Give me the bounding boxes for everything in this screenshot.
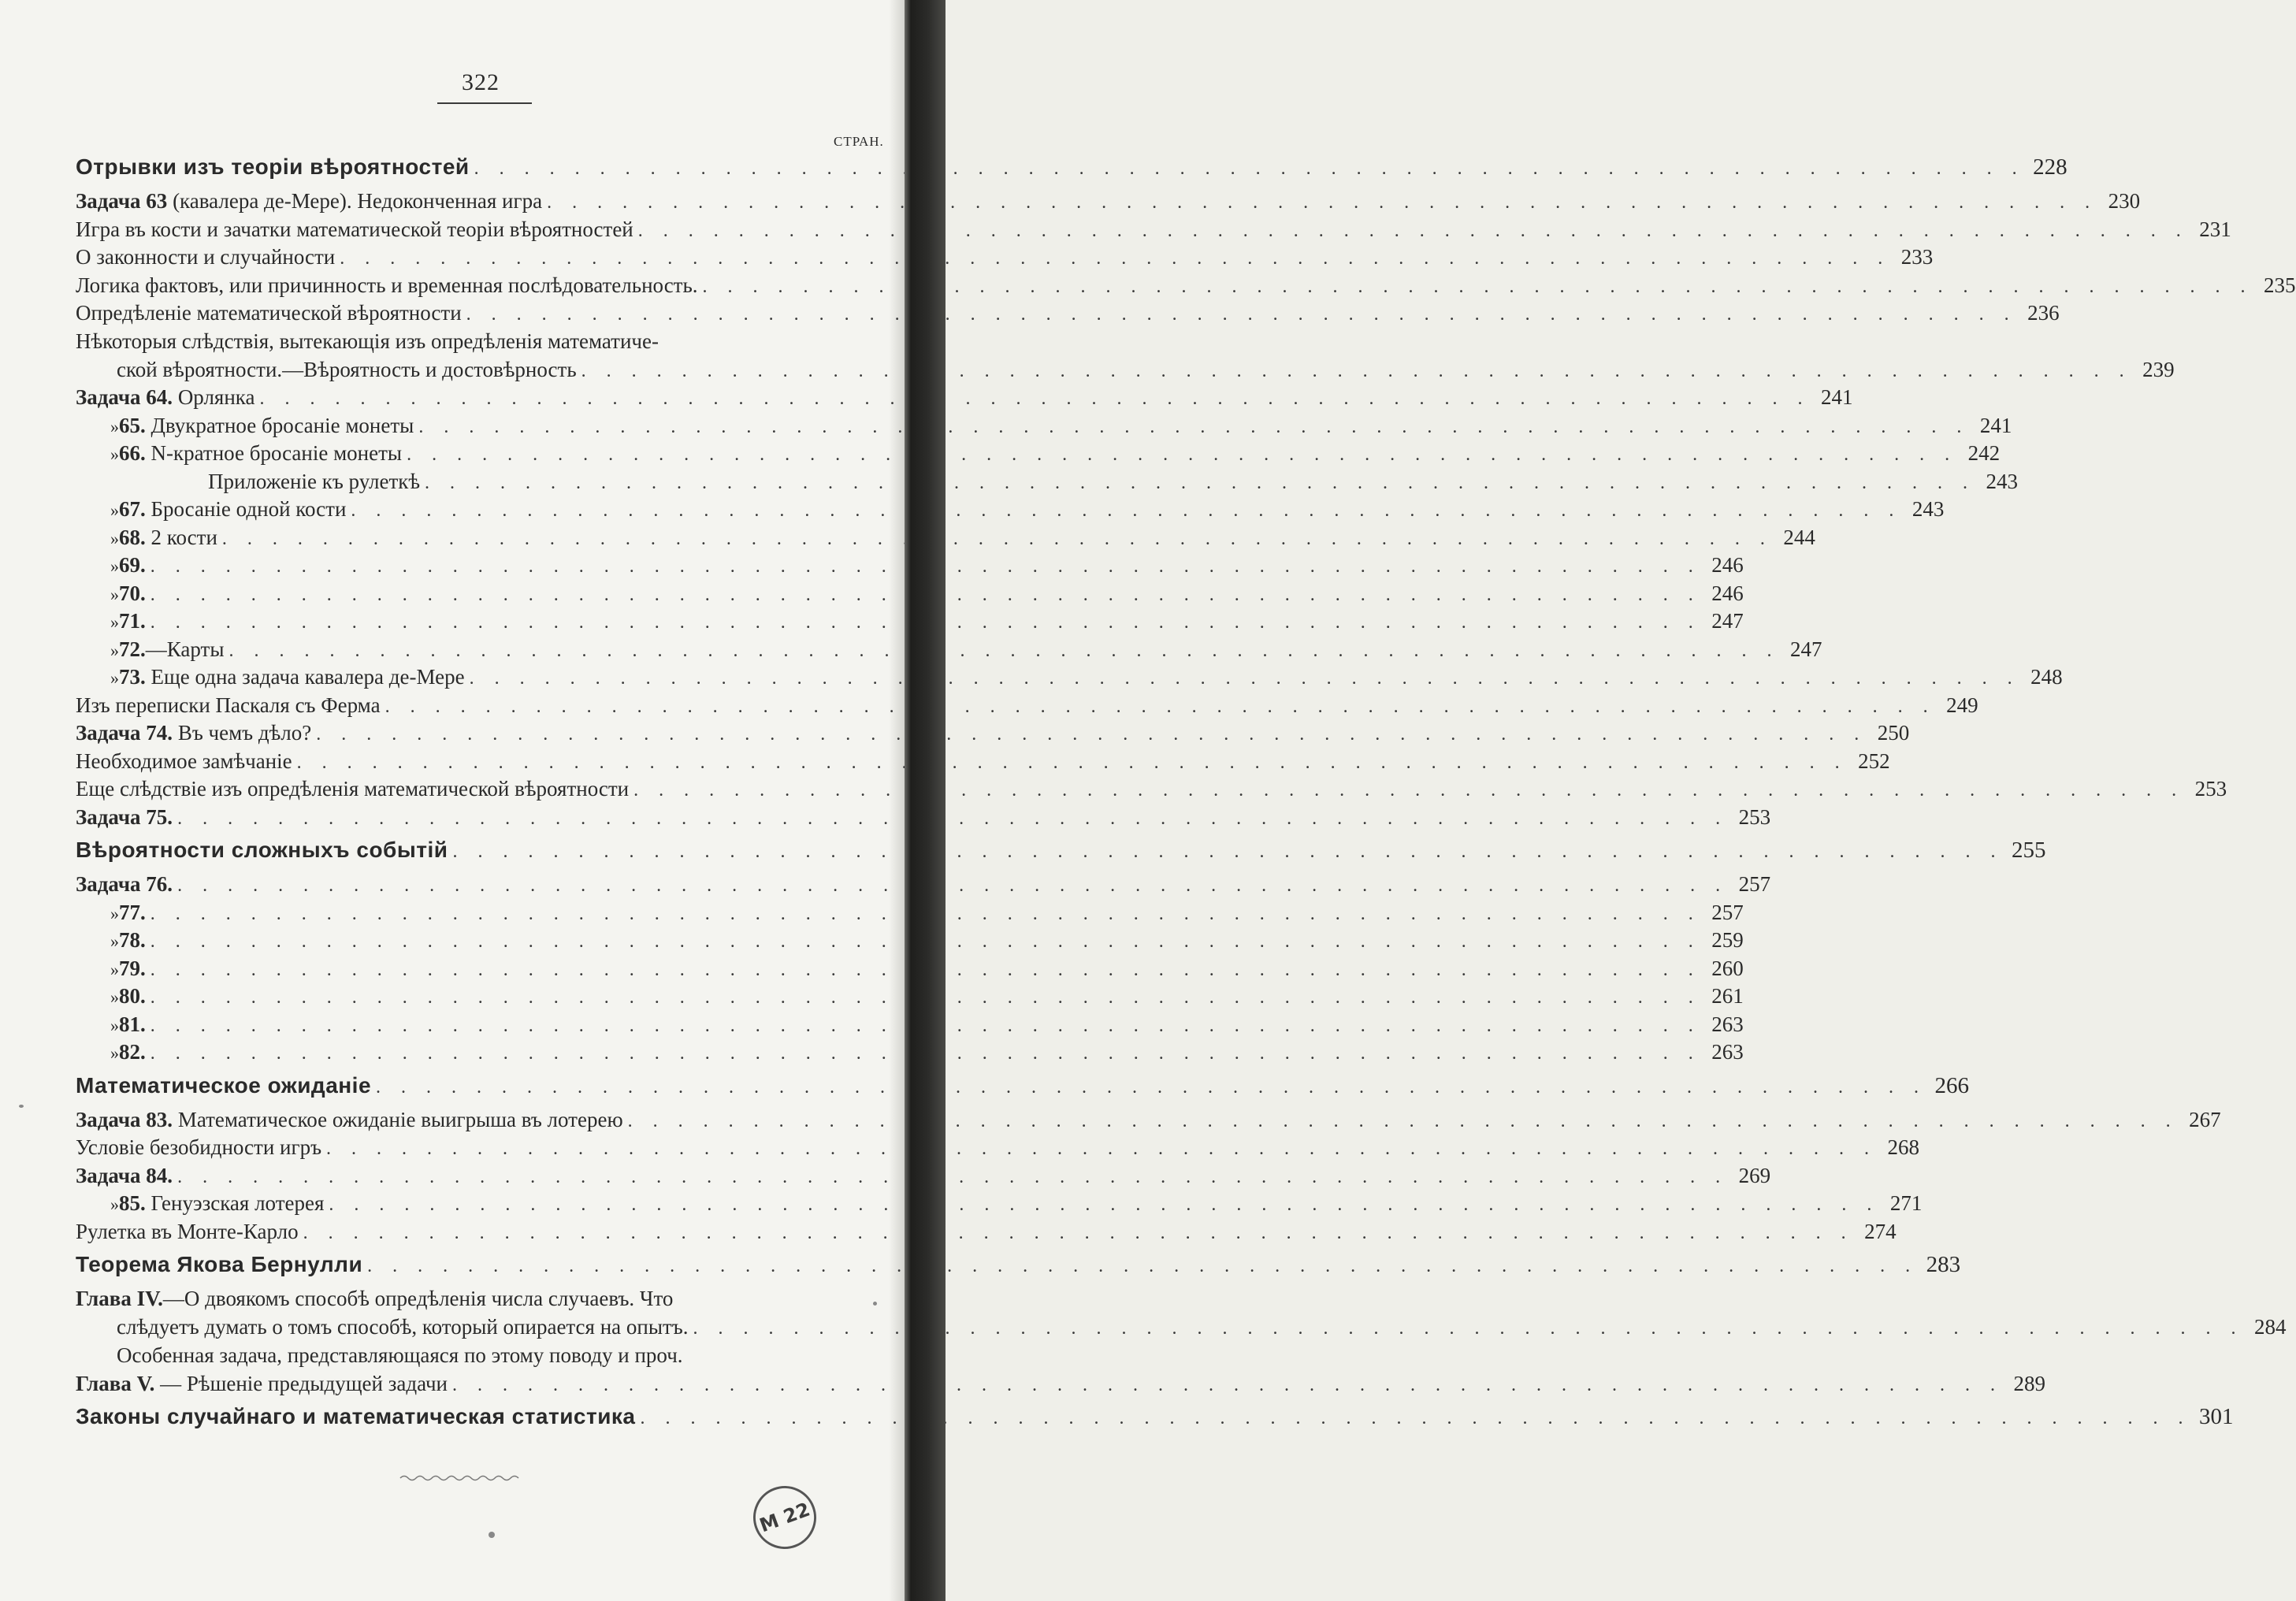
entry-title <box>119 581 146 606</box>
page-ref: 271 <box>1889 1191 1923 1215</box>
leader-dots <box>407 444 1957 466</box>
entry-text: Логика фактовъ, или причинность и временная послѣдовательность. <box>76 273 698 297</box>
page-ref: 255 <box>2011 838 2046 863</box>
leader-dots <box>425 473 1975 494</box>
entry-text: N-кратное бросаніе монеты <box>145 441 403 465</box>
entry-title <box>76 301 462 325</box>
entry-text: Въ чемъ дѣло? <box>173 721 312 745</box>
entry-title <box>76 1164 173 1188</box>
toc-entry <box>76 693 1978 722</box>
page-ref: 228 <box>2033 154 2068 180</box>
page-ref: 261 <box>1711 984 1744 1008</box>
problem-number: 71. <box>119 609 146 633</box>
page-ref: 235 <box>2264 273 2296 297</box>
page-ref: 239 <box>2142 357 2175 381</box>
toc-entry <box>76 1287 889 1315</box>
leader-dots <box>581 361 2132 382</box>
page-ref: 242 <box>1967 441 2001 465</box>
table-of-contents <box>76 150 2296 1439</box>
entry-title <box>76 1135 321 1160</box>
toc-entry <box>76 301 2060 329</box>
toc-entry <box>76 553 1744 581</box>
page-ref: 267 <box>2189 1107 2221 1131</box>
leader-dots <box>326 1139 1877 1160</box>
entry-title <box>76 1343 683 1368</box>
entry-title <box>76 273 698 298</box>
page-ref: 243 <box>1986 469 2019 493</box>
leader-dots <box>316 724 1867 745</box>
entry-title <box>119 665 465 689</box>
entry-title <box>76 777 629 801</box>
problem-number: 80. <box>119 984 146 1008</box>
ditto-marker: » <box>110 1194 119 1214</box>
entry-title <box>119 1191 324 1216</box>
entry-title <box>76 1108 623 1132</box>
toc-entry <box>76 609 1744 637</box>
problem-number: 81. <box>119 1012 146 1036</box>
entry-lead: Задача 75. <box>76 804 173 829</box>
ditto-marker: » <box>110 640 119 660</box>
toc-section <box>76 1404 2234 1439</box>
entry-title <box>76 385 255 410</box>
toc-entry <box>76 217 2231 246</box>
entry-lead: Задача 83. <box>76 1107 173 1131</box>
toc-entry <box>76 637 1822 666</box>
toc-entry <box>76 777 2227 805</box>
toc-entry <box>76 469 2019 498</box>
entry-title <box>119 928 146 953</box>
leader-dots <box>303 1223 1854 1244</box>
page-ref: 284 <box>2254 1315 2287 1339</box>
entry-title <box>76 721 311 745</box>
entry-text: Необходимое замѣчаніе <box>76 748 292 773</box>
page-ref: 247 <box>1711 609 1744 633</box>
entry-title <box>119 609 146 633</box>
toc-entry <box>76 245 1934 273</box>
entry-text: Еще одна задача кавалера де-Мере <box>145 665 465 689</box>
entry-title <box>76 245 335 269</box>
entry-text: —О двоякомъ способѣ опредѣленія числа случаевъ. Что <box>162 1287 674 1310</box>
problem-number: 82. <box>119 1040 146 1064</box>
toc-entry <box>76 804 1771 834</box>
page-ref: 233 <box>1900 245 1934 269</box>
leader-dots <box>466 304 2017 325</box>
toc-entry <box>76 385 1853 414</box>
leader-dots <box>222 529 1773 550</box>
entry-text: Игра въ кости и зачатки математической теоріи вѣроятностей <box>76 217 633 241</box>
toc-entry <box>76 189 2141 217</box>
entry-lead: Глава IV. <box>76 1287 163 1310</box>
page-ref: 253 <box>2194 777 2227 800</box>
entry-text: Теорема Якова Бернулли <box>76 1252 363 1276</box>
problem-number: 72. <box>119 637 146 661</box>
paper-speck <box>19 1105 24 1108</box>
entry-title <box>119 984 146 1009</box>
leader-dots <box>452 841 2003 863</box>
toc-entry <box>76 525 1815 554</box>
book-spine-shadow <box>905 0 946 1601</box>
toc-entry <box>76 1040 1744 1068</box>
entry-title <box>76 189 542 214</box>
stamp-text: M 22 <box>756 1498 813 1537</box>
problem-number: 68. <box>119 525 146 549</box>
entry-text: (кавалера де-Мере). Недоконченная игра <box>167 189 543 213</box>
problem-number: 66. <box>119 441 146 465</box>
library-stamp <box>745 1477 826 1558</box>
paper-speck <box>489 1532 495 1538</box>
entry-text: Приложеніе къ рулеткѣ <box>208 469 421 493</box>
entry-title <box>119 497 346 522</box>
page-ref: 301 <box>2199 1404 2234 1429</box>
leader-dots <box>418 417 1969 438</box>
toc-entry <box>76 748 1890 778</box>
page-ref: 268 <box>1887 1135 1920 1159</box>
leader-dots <box>177 808 1728 830</box>
leader-dots <box>367 1256 1918 1277</box>
entry-title <box>76 1372 448 1396</box>
ditto-marker: » <box>110 959 119 979</box>
page-ref: 249 <box>1946 693 1978 717</box>
page-ref: 260 <box>1711 956 1744 980</box>
entry-title <box>76 805 173 830</box>
entry-title <box>119 1040 146 1064</box>
problem-number: 79. <box>119 956 146 980</box>
entry-title <box>76 154 470 180</box>
page-ref: 257 <box>1711 900 1744 924</box>
page-ref: 253 <box>1738 804 1771 829</box>
entry-title <box>76 838 448 863</box>
entry-lead: Глава V. <box>76 1371 155 1395</box>
entry-title <box>76 749 292 774</box>
entry-text: Математическое ожиданіе <box>76 1072 372 1098</box>
entry-title <box>76 329 659 354</box>
entry-title <box>76 1220 299 1244</box>
entry-text: Законы случайнаго и математическая статистика <box>76 1404 636 1428</box>
entry-text: Двукратное бросаніе монеты <box>145 413 414 437</box>
entry-text: Вѣроятности сложныхъ событій <box>76 838 448 862</box>
problem-number: 85. <box>119 1191 146 1215</box>
ditto-marker: » <box>110 444 119 464</box>
entry-lead: Задача 84. <box>76 1163 173 1187</box>
page-ref: 263 <box>1711 1012 1744 1036</box>
entry-title <box>76 872 173 897</box>
entry-title <box>76 358 577 382</box>
page-ref: 283 <box>1926 1252 1961 1277</box>
page-ref: 274 <box>1864 1219 1897 1243</box>
entry-lead: Задача 64. <box>76 385 173 409</box>
column-header-pages: СТРАН. <box>834 134 884 149</box>
ditto-marker: » <box>110 668 119 688</box>
page-ref: 247 <box>1789 637 1822 661</box>
leader-dots <box>633 780 2184 801</box>
entry-title <box>119 637 224 662</box>
page-ref: 241 <box>1979 413 2012 437</box>
page-ref: 289 <box>2013 1371 2046 1395</box>
toc-entry <box>76 1191 1923 1220</box>
leader-dots <box>260 388 1811 410</box>
problem-number: 67. <box>119 497 146 521</box>
entry-lead: Задача 63 <box>76 189 168 213</box>
entry-lead: Задача 74. <box>76 721 173 745</box>
page-ref: 246 <box>1711 581 1744 605</box>
entry-text: Отрывки изъ теоріи вѣроятностей <box>76 154 470 179</box>
toc-entry <box>76 1371 2046 1400</box>
toc-entry <box>76 329 889 358</box>
entry-text: —Карты <box>145 637 225 661</box>
problem-number: 78. <box>119 928 146 952</box>
leader-dots <box>641 1408 2191 1429</box>
page-ref: 250 <box>1877 721 1910 745</box>
page-ref: 259 <box>1711 928 1744 952</box>
leader-dots <box>452 1375 2003 1396</box>
entry-title <box>119 901 146 925</box>
page-ref: 230 <box>2108 189 2141 213</box>
leader-dots <box>628 1111 2179 1132</box>
toc-entry <box>76 984 1744 1012</box>
problem-number: 69. <box>119 553 146 577</box>
entry-text: — Рѣшеніе предыдущей задачи <box>154 1371 448 1395</box>
ditto-marker: » <box>110 416 119 436</box>
toc-entry <box>76 1163 1771 1192</box>
entry-text: Еще слѣдствіе изъ опредѣленія математической вѣроятности <box>76 777 630 800</box>
toc-entry <box>76 1315 2287 1343</box>
page-ref: 257 <box>1738 872 1771 896</box>
page-ref: 236 <box>2027 301 2060 325</box>
leader-dots <box>385 696 1936 718</box>
leader-dots <box>297 752 1848 774</box>
entry-title <box>76 693 381 718</box>
toc-entry <box>76 1135 1920 1164</box>
entry-title <box>119 1012 146 1037</box>
ditto-marker: » <box>110 584 119 604</box>
entry-text: Опредѣленіе математической вѣроятности <box>76 301 462 325</box>
problem-number: 77. <box>119 900 146 924</box>
entry-text: Изъ переписки Паскаля съ Ферма <box>76 693 381 717</box>
ditto-marker: » <box>110 931 119 951</box>
entry-text: Особенная задача, представляющаяся по этому поводу и проч. <box>117 1343 683 1367</box>
page-ref: 252 <box>1858 748 1890 773</box>
entry-text: Генуэзская лотерея <box>145 1191 325 1215</box>
toc-entry <box>76 665 2063 693</box>
ditto-marker: » <box>110 987 119 1007</box>
toc-entry <box>76 872 1771 901</box>
entry-title <box>119 441 402 466</box>
page-ref: 243 <box>1911 497 1945 521</box>
problem-number: 73. <box>119 665 146 689</box>
entry-text: Орлянка <box>173 385 255 409</box>
leader-dots <box>470 668 2020 689</box>
page-number: 322 <box>462 69 500 95</box>
entry-title <box>119 526 217 550</box>
entry-text: ской вѣроятности.—Вѣроятность и достовѣрность <box>117 357 577 381</box>
toc-entry <box>76 1012 1744 1041</box>
ditto-marker: » <box>110 1015 119 1035</box>
entry-title <box>76 470 420 494</box>
toc-entry <box>76 273 2296 302</box>
leader-dots <box>228 641 1779 662</box>
leader-dots <box>638 221 2189 242</box>
entry-title <box>76 217 633 242</box>
toc-entry <box>76 581 1744 610</box>
page-ref: 266 <box>1934 1072 1970 1098</box>
toc-entry <box>76 1107 2221 1136</box>
entry-text: слѣдуетъ думать о томъ способѣ, который опирается на опытъ. <box>117 1315 689 1339</box>
leader-dots <box>376 1077 1926 1098</box>
ditto-marker: » <box>110 556 119 576</box>
toc-entry <box>76 441 2001 470</box>
toc-section <box>76 838 2046 872</box>
entry-text: Нѣкоторыя слѣдствія, вытекающія изъ опредѣленія математиче- <box>76 329 659 353</box>
ditto-marker: » <box>110 500 119 520</box>
page-ref: 241 <box>1821 385 1853 409</box>
toc-entry <box>76 928 1744 957</box>
leader-dots <box>329 1194 1879 1216</box>
entry-lead: Задача 76. <box>76 872 173 896</box>
toc-entry <box>76 357 2175 386</box>
toc-section <box>76 154 2068 189</box>
toc-entry <box>76 721 1910 749</box>
entry-title <box>119 957 146 981</box>
leader-dots <box>340 248 1890 269</box>
entry-title <box>76 1252 362 1277</box>
page-ref: 231 <box>2199 217 2231 241</box>
paper-speck <box>873 1302 877 1306</box>
leader-dots <box>177 875 1728 897</box>
entry-text: Условіе безобидности игръ <box>76 1135 322 1159</box>
entry-title <box>76 1315 689 1339</box>
entry-text: Математическое ожиданіе выигрыша въ лотерею <box>173 1107 623 1131</box>
leader-dots <box>351 500 1901 522</box>
page-ref: 263 <box>1711 1040 1744 1064</box>
leader-dots <box>474 158 2025 180</box>
problem-number: 70. <box>119 581 146 605</box>
toc-entry <box>76 1219 1897 1248</box>
entry-text: Рулетка въ Монте-Карло <box>76 1219 299 1243</box>
entry-title <box>76 1404 636 1429</box>
ornament-divider <box>400 1473 518 1483</box>
toc-entry <box>76 1343 889 1372</box>
entry-text: 2 кости <box>145 525 217 549</box>
entry-text: Бросаніе одной кости <box>145 497 347 521</box>
ditto-marker: » <box>110 903 119 923</box>
entry-title <box>76 1073 371 1098</box>
leader-dots <box>547 192 2097 214</box>
leader-dots <box>177 1167 1728 1188</box>
page-number-rule <box>437 102 532 104</box>
ditto-marker: » <box>110 1043 119 1063</box>
entry-title <box>76 1287 673 1311</box>
page-ref: 269 <box>1738 1163 1771 1187</box>
toc-entry <box>76 413 2012 442</box>
entry-title <box>119 553 146 578</box>
entry-text: О законности и случайности <box>76 245 336 269</box>
ditto-marker: » <box>110 528 119 548</box>
toc-section <box>76 1072 1970 1108</box>
page-ref: 248 <box>2030 665 2063 689</box>
ditto-marker: » <box>110 612 119 632</box>
problem-number: 65. <box>119 413 146 437</box>
page-ref: 246 <box>1711 553 1744 577</box>
toc-entry <box>76 956 1744 985</box>
page-ref: 244 <box>1783 525 1815 549</box>
entry-title <box>119 414 414 438</box>
toc-entry <box>76 900 1744 929</box>
toc-section <box>76 1252 1961 1287</box>
toc-entry <box>76 497 1945 526</box>
